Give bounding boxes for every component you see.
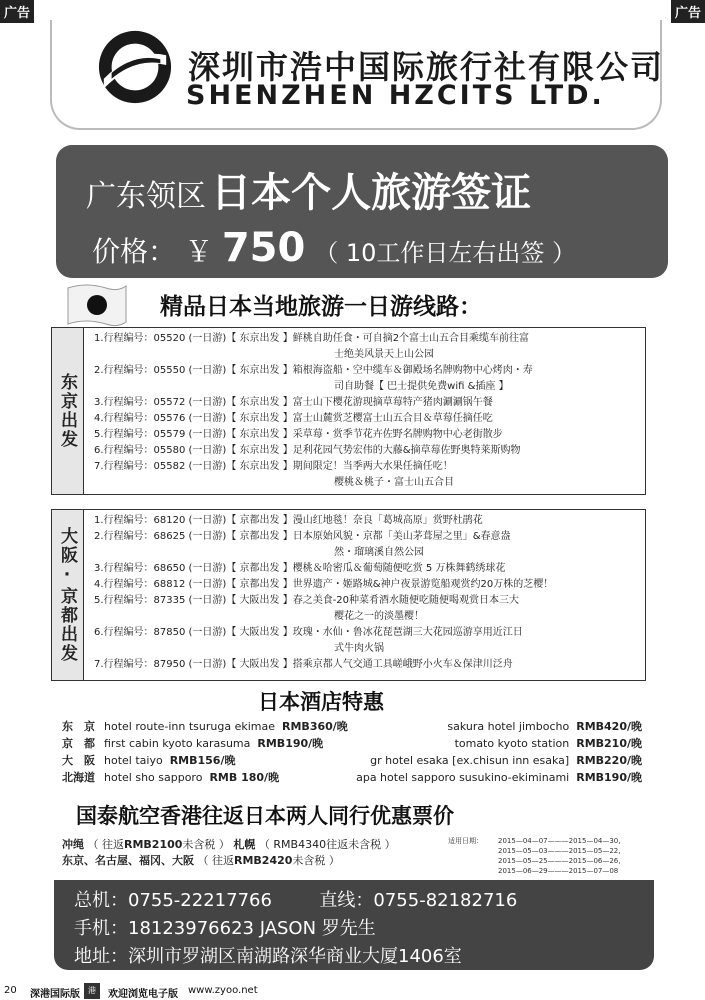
hotel-price: RMB210/晚 [576, 737, 642, 750]
list-item: 1.行程编号：68120 (一日游)【 京都出发 】漫山红地毯！奈良「葛城高原」赏野杜鹃花 [94, 515, 483, 526]
hotel-name: first cabin kyoto karasuma [104, 737, 251, 750]
flight-note: 未含税 ） [292, 854, 340, 867]
list-item: 6.行程编号：05580 (一日游)【 东京出发 】足利花园气势宏伟的大藤&摘草莓佐野奥特莱斯购物 [94, 445, 521, 456]
valid-dates-label: 适用日期： [448, 837, 483, 845]
hotel-price: RMB190/晚 [257, 737, 324, 750]
flight-row [62, 837, 396, 853]
hotel-row [62, 769, 642, 786]
list-item: 式牛肉火锅 [334, 643, 384, 654]
hotel-price: RMB 180/晚 [209, 771, 280, 784]
list-item: 2.行程编号：68625 (一日游)【 京都出发 】日本原始风貌・京都「美山茅葺屋之里」&春意盎 [94, 531, 511, 542]
flight-dest: 东京、名古屋、福冈、大阪 [62, 854, 194, 867]
hotel-name: hotel route-inn tsuruga ekimae [104, 720, 276, 733]
page-footer [0, 982, 705, 1000]
tokyo-label: 东京出发 [57, 373, 77, 449]
publication-logo-icon: 港 [84, 983, 100, 999]
currency-symbol: ￥ [184, 235, 213, 268]
valid-dates [448, 836, 621, 876]
hotel-city: 北海道 [62, 771, 95, 784]
processing-note: （ 10工作日左右出签 ） [314, 239, 577, 267]
company-name-en: SHENZHEN HZCITS LTD. [186, 80, 605, 111]
tokyo-routes-box [51, 327, 646, 495]
date-range: 2015—05—25———2015—06—26, [498, 857, 621, 865]
list-item: 然・瑠璃溪自然公园 [334, 547, 424, 558]
osaka-label-panel [52, 510, 84, 680]
list-item: 司自助餐【 巴士提供免费wifi &插座 】 [334, 381, 509, 392]
visa-region: 广东领区 [86, 179, 206, 214]
company-logo-icon [96, 28, 174, 106]
hotel-name: sakura hotel jimbocho [447, 720, 570, 733]
japan-flag-icon [66, 282, 128, 328]
flight-note: （ RMB4340往返未含税 ） [258, 838, 396, 851]
list-item: 5.行程编号：87335 (一日游)【 大阪出发 】春之美食-20种菜肴酒水随便吃随便喝观赏日本三大 [94, 595, 520, 606]
visa-headline: 日本个人旅游签证 [211, 170, 532, 216]
flight-note: （ 往返 [87, 838, 124, 851]
hotel-price: RMB156/晚 [169, 754, 236, 767]
tokyo-label-panel [52, 328, 84, 494]
address: 深圳市罗湖区南湖路深华商业大厦1406室 [128, 946, 462, 967]
page-number: 20 [4, 985, 17, 996]
list-item: 樱花之一的淡墨樱！ [334, 611, 424, 622]
direct-phone-label: 直线： [319, 890, 374, 911]
hotel-city: 京 都 [62, 737, 95, 750]
flight-price: RMB2420 [234, 854, 293, 867]
company-name-cn: 深圳市浩中国际旅行社有限公司 [188, 48, 665, 86]
date-range: 2015—04—07———2015—04—30, [498, 837, 621, 845]
flight-price: RMB2100 [124, 838, 183, 851]
hotel-city: 大 阪 [62, 754, 95, 767]
flights-title: 国泰航空香港往返日本两人同行优惠票价 [76, 804, 454, 828]
list-item: 3.行程编号：68650 (一日游)【 京都出发 】樱桃＆哈密瓜＆葡萄随便吃赏 5 万株舞鹤绣球花 [94, 563, 506, 574]
list-item: 7.行程编号：87950 (一日游)【 大阪出发 】搭乘京都人气交通工具嵯峨野小火车＆保津川泛舟 [94, 659, 513, 670]
list-item: 士绝美风景天上山公园 [334, 349, 434, 360]
flight-note: （ 往返 [197, 854, 234, 867]
visa-banner [56, 145, 668, 278]
direct-phone: 0755-82182716 [373, 890, 518, 911]
list-item: 7.行程编号：05582 (一日游)【 东京出发 】期间限定！当季两大水果任摘任吃！ [94, 461, 453, 472]
ad-tag-left: 广告 [0, 0, 34, 23]
routes-title: 精品日本当地旅游一日游线路： [160, 294, 482, 320]
list-item: 4.行程编号：05576 (一日游)【 东京出发 】富士山麓赏芝樱富士山五合目＆草莓任摘任吃 [94, 413, 493, 424]
main-phone-label: 总机： [74, 890, 128, 911]
hotel-name: hotel sho sapporo [104, 771, 203, 784]
price-label: 价格： [92, 235, 177, 268]
hotel-price: RMB220/晚 [576, 754, 642, 767]
flight-note: 未含税 ） [182, 838, 230, 851]
list-item: 5.行程编号：05579 (一日游)【 东京出发 】采草莓・赏季节花卉佐野名牌购物中心老街散步 [94, 429, 503, 440]
visa-price: 750 [221, 225, 306, 271]
hotel-name: hotel taiyo [104, 754, 163, 767]
hotels-title: 日本酒店特惠 [258, 690, 384, 714]
hotel-row [62, 718, 642, 735]
address-label: 地址： [74, 946, 128, 967]
flight-row [62, 853, 396, 869]
osaka-routes-box [51, 509, 646, 681]
hotel-city: 东 京 [62, 720, 95, 733]
flight-dest: 冲绳 [62, 838, 84, 851]
welcome-text: 欢迎浏览电子版 [108, 989, 178, 1000]
list-item: 1.行程编号：05520 (一日游)【 东京出发 】鲜桃自助任食・可自摘2个富士山五合目乘缆车前往富 [94, 333, 530, 344]
list-item: 樱桃＆桃子・富士山五合目 [334, 477, 454, 488]
flights-list [62, 837, 396, 869]
publication-name: 深港国际版 [30, 989, 80, 1000]
date-range: 2015—05—03———2015—05—22, [498, 847, 621, 855]
website-link[interactable]: www.zyoo.net [188, 985, 258, 996]
list-item: 2.行程编号：05550 (一日游)【 东京出发 】箱根海盗船・空中缆车＆御殿场名牌购物中心烤肉・寿 [94, 365, 533, 376]
flight-dest: 札幌 [233, 838, 256, 851]
list-item: 4.行程编号：68812 (一日游)【 京都出发 】世界遗产・姬路城&神户夜景游览船观赏约20万株的芝樱！ [94, 579, 554, 590]
hotel-name: gr hotel esaka [ex.chisun inn esaka] [370, 754, 570, 767]
main-phone: 0755-22217766 [128, 890, 272, 911]
hotel-price: RMB420/晚 [576, 720, 642, 733]
hotel-row [62, 735, 642, 752]
date-range: 2015—06—29———2015—07—08 [498, 867, 619, 875]
hotels-list [62, 718, 642, 786]
contact-panel [54, 880, 654, 970]
list-item: 6.行程编号：87850 (一日游)【 大阪出发 】玫瑰・水仙・鲁冰花琵琶湖三大花园巡游享用近江日 [94, 627, 523, 638]
mobile-label: 手机： [74, 918, 128, 939]
list-item: 3.行程编号：05572 (一日游)【 东京出发 】富士山下樱花游现摘草莓特产猪肉涮涮锅午餐 [94, 397, 493, 408]
osaka-label: 大阪·京都出发 [57, 527, 77, 663]
mobile-phone: 18123976623 JASON 罗先生 [128, 918, 376, 939]
hotel-price: RMB190/晚 [576, 771, 642, 784]
hotel-name: apa hotel sapporo susukino-ekiminami [356, 771, 570, 784]
hotel-name: tomato kyoto station [454, 737, 570, 750]
hotel-row [62, 752, 642, 769]
hotel-price: RMB360/晚 [282, 720, 348, 733]
ad-tag-right: 广告 [671, 0, 705, 23]
